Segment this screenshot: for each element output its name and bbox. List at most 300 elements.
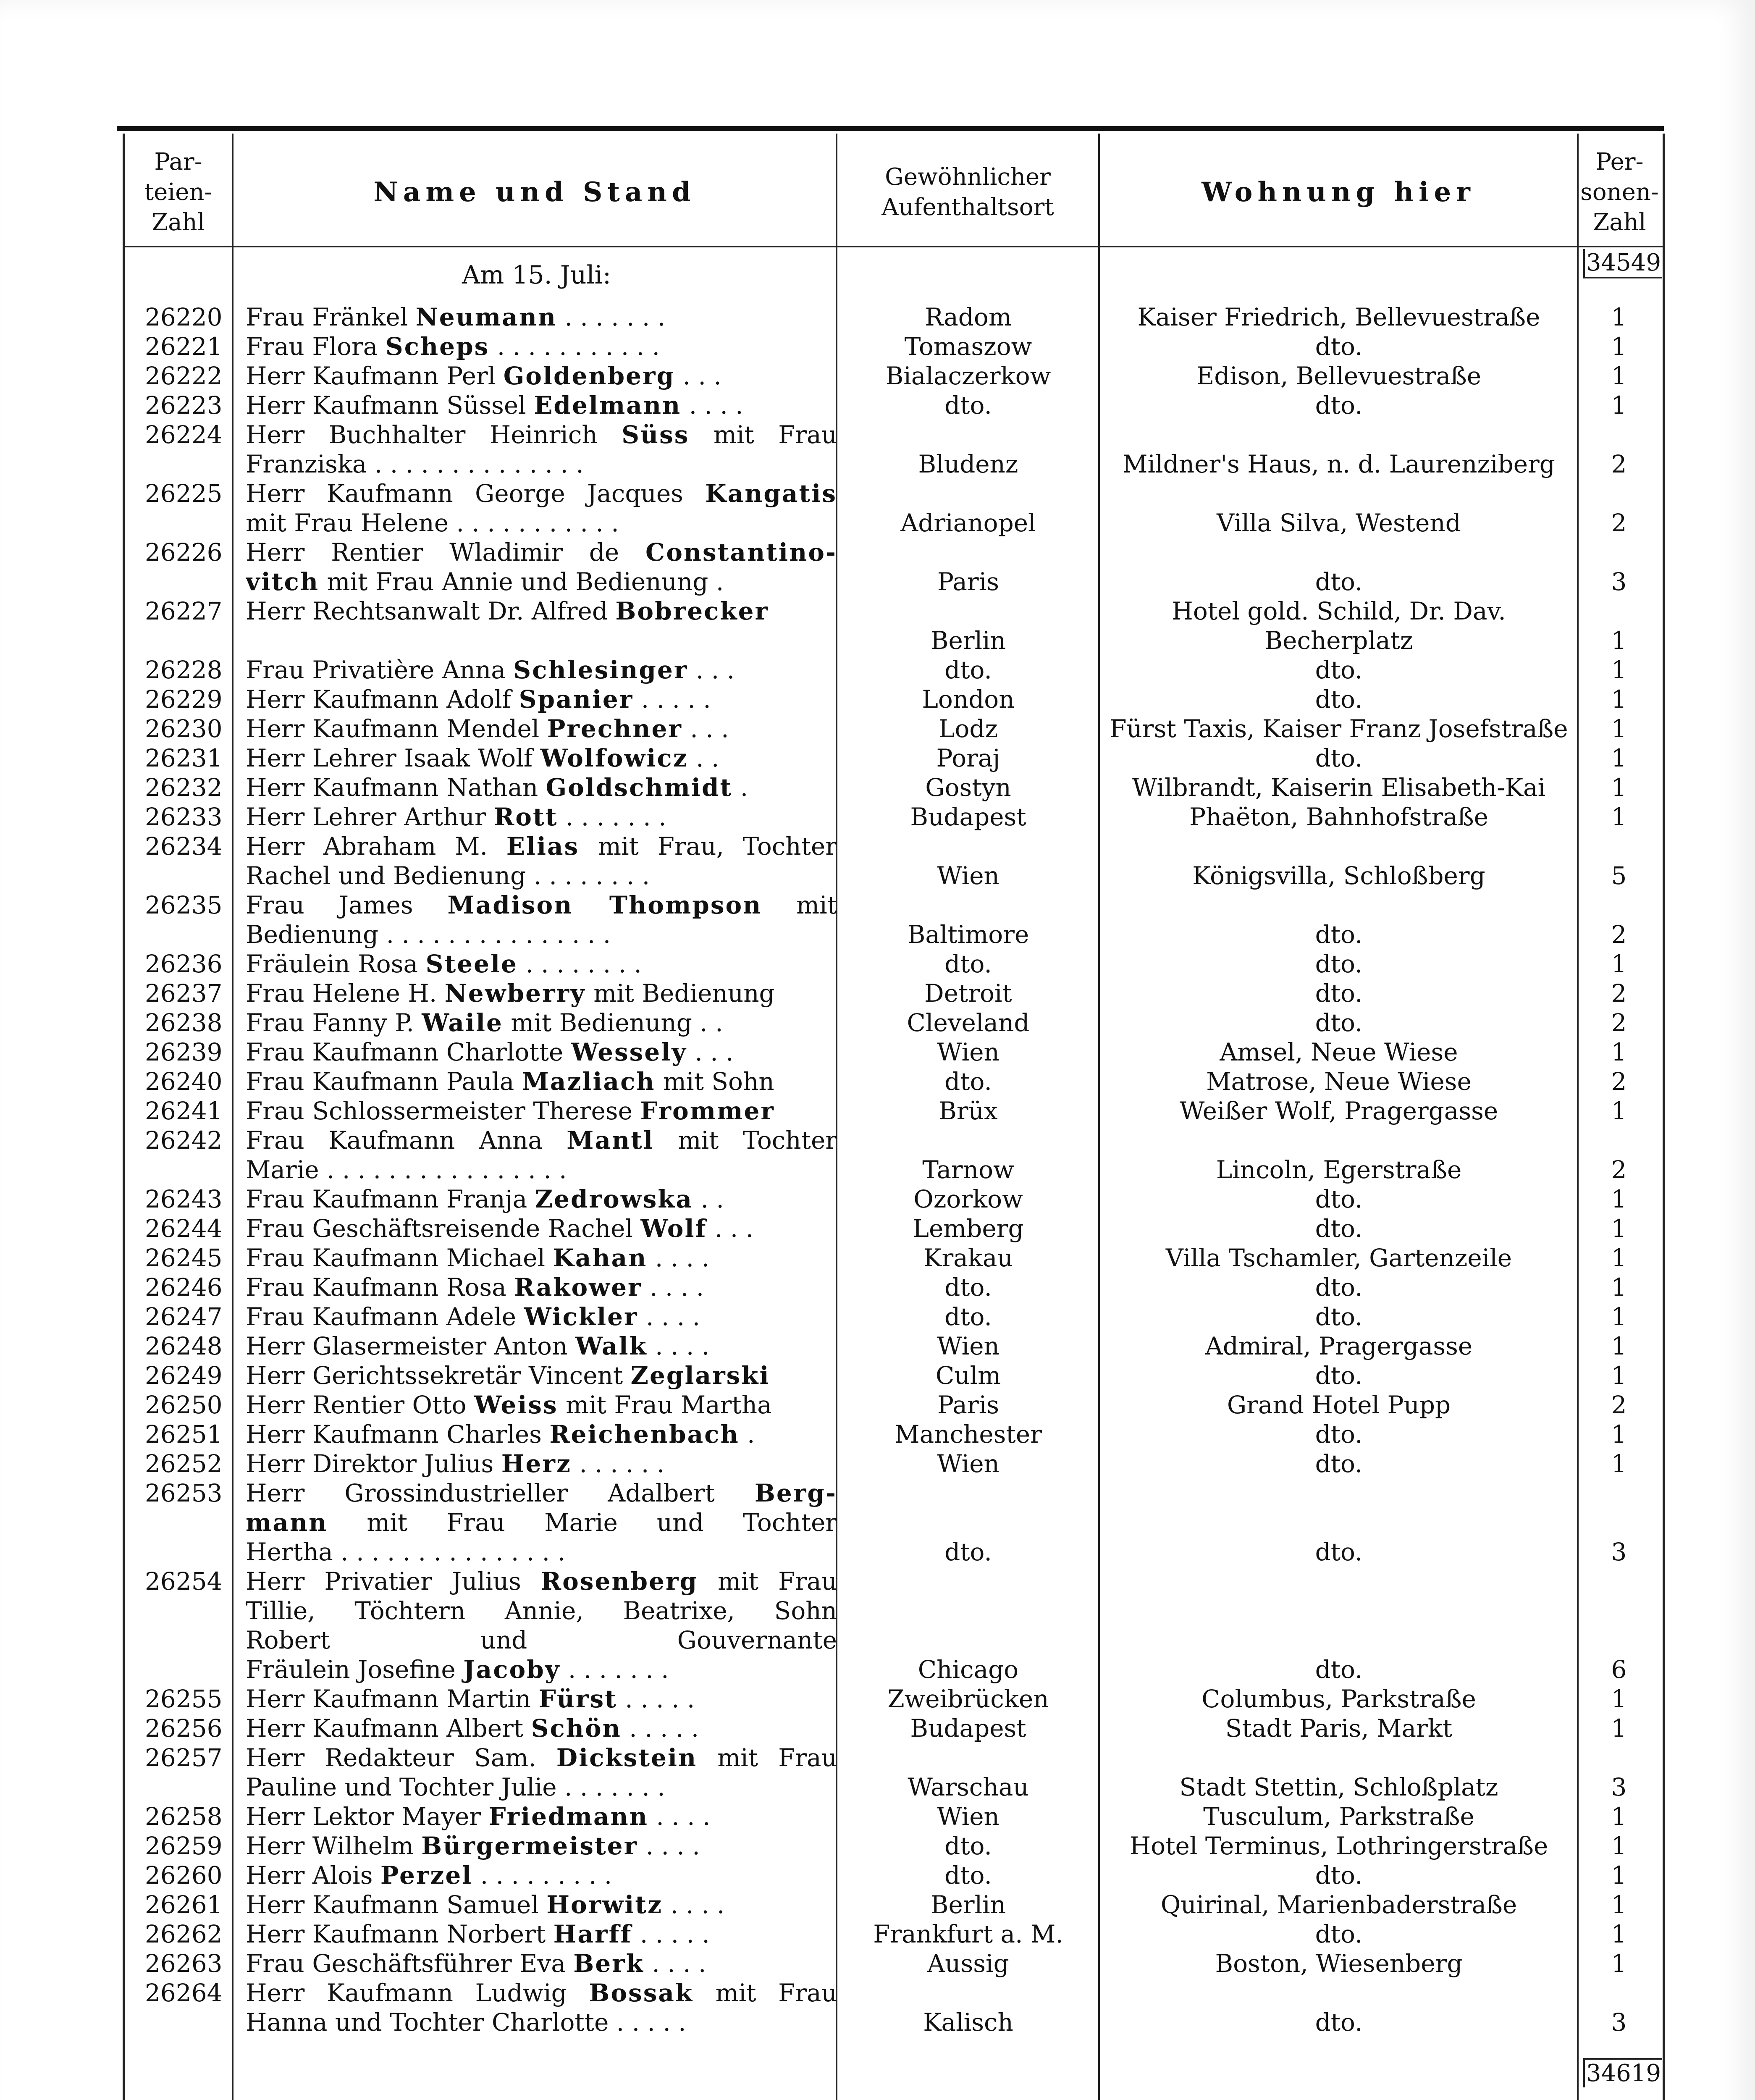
wohnung-cell [1099,1273,1578,1302]
name-und-stand [233,743,837,773]
parteien-number: 26257 [145,1743,223,1772]
parteien-number: 26224 [145,420,223,449]
parteien-number: 26262 [145,1920,223,1948]
name-line [246,832,837,861]
surname: Bobrecker [615,597,769,625]
personen-cell [1578,1890,1660,1919]
wohnung: dto. [1315,1920,1363,1948]
aufenthaltsort: Wien [937,1332,999,1360]
aufenthaltsort-cell [837,1126,1099,1184]
aufenthaltsort-cell [837,1684,1099,1714]
aufenthaltsort: dto. [944,1067,992,1096]
parteien-number: 26255 [145,1685,223,1713]
aufenthaltsort: Budapest [910,1714,1026,1743]
wohnung-cell [1099,1890,1578,1919]
name-text: . . [693,1185,724,1213]
aufenthaltsort: Manchester [895,1420,1042,1449]
name-und-stand [233,1449,837,1478]
personen-zahl: 1 [1611,1861,1627,1890]
parteien-number: 26231 [145,744,223,772]
surname: Berk [573,1949,644,1978]
name-und-stand [233,1302,837,1331]
surname: mann [246,1508,328,1537]
personen-zahl: 1 [1611,1302,1627,1331]
name-text: . . . [682,714,729,743]
table-row [124,391,1661,420]
name-text: . . . . . . . [558,803,666,831]
aufenthaltsort: Adrianopel [900,509,1036,537]
table-row [124,1831,1661,1861]
aufenthaltsort: dto. [944,1273,992,1302]
name-line [246,538,837,567]
aufenthaltsort: Lodz [938,714,998,743]
name-und-stand [233,979,837,1008]
wohnung: dto. [1315,1302,1363,1331]
parteien-number: 26223 [145,391,223,420]
name-text: mit Frau Martha [558,1391,772,1419]
name-und-stand [233,1861,837,1890]
table-row [124,1302,1661,1331]
name-text: . . . . . . . [557,303,666,331]
name-text: . . . . . . . . . [472,1861,612,1890]
name-text: Herr Gerichtssekretär Vincent [246,1361,631,1390]
parteien-number: 26222 [145,362,223,390]
personen-zahl: 1 [1611,1685,1627,1713]
wohnung: dto. [1315,1185,1363,1213]
personen-zahl: 1 [1611,1714,1627,1743]
parteien-number: 26240 [145,1067,223,1096]
wohnung-cell [1099,1684,1578,1714]
name-line [246,979,837,1008]
parteien-number: 26258 [145,1802,223,1831]
surname: Berg- [754,1479,837,1507]
name-text: Herr Glasermeister Anton [246,1332,575,1360]
wohnung-cell [1099,596,1578,655]
aufenthaltsort-cell [837,1243,1099,1273]
aufenthaltsort-cell [837,1096,1099,1126]
parteien-number: 26226 [145,538,223,567]
aufenthaltsort-cell [837,538,1099,596]
aufenthaltsort-cell [837,1919,1099,1949]
name-und-stand [233,420,837,479]
aufenthaltsort: Lemberg [913,1214,1024,1243]
wohnung-cell [1099,302,1578,332]
personen-zahl: 2 [1611,1067,1627,1096]
aufenthaltsort: Chicago [918,1655,1019,1684]
parteien-number: 26220 [145,303,223,331]
surname: Rosenberg [540,1567,698,1596]
name-und-stand [233,596,837,655]
name-text: Herr Kaufmann Perl [246,362,504,390]
name-und-stand [233,332,837,361]
wohnung-cell [1099,1096,1578,1126]
aufenthaltsort-cell [837,949,1099,979]
aufenthaltsort-cell [837,361,1099,391]
parteien-number: 26230 [145,714,223,743]
name-und-stand [233,1919,837,1949]
aufenthaltsort-cell [837,302,1099,332]
name-text: mit Frau [697,1743,837,1772]
name-text: Herr Kaufmann Mendel [246,714,547,743]
aufenthaltsort: Gostyn [925,773,1011,802]
name-text: mit Frau, Tochter [579,832,837,861]
name-line [246,1714,837,1743]
parteien-number: 26245 [145,1244,223,1272]
name-line [246,1949,837,1978]
parteien-number: 26251 [145,1420,223,1449]
wohnung: Weißer Wolf, Pragergasse [1179,1097,1498,1125]
table-row [124,949,1661,979]
surname: Kahan [553,1244,648,1272]
name-text: Frau Kaufmann Rosa [246,1273,514,1302]
personen-zahl: 1 [1611,1244,1627,1272]
parteien-number: 26243 [145,1185,223,1213]
header-wohnung-hier: Wohnung hier [1201,176,1475,208]
name-text: . . . . [648,1802,711,1831]
name-und-stand [233,1567,837,1684]
surname: Neumann [415,303,557,331]
name-und-stand [233,1067,837,1096]
wohnung: Wilbrandt, Kaiserin Elisabeth-Kai [1132,773,1546,802]
wohnung: dto. [1315,567,1363,596]
aufenthaltsort: Tomaszow [904,332,1032,361]
aufenthaltsort: Berlin [930,626,1006,655]
personen-cell [1578,1978,1660,2037]
surname: Jacoby [463,1655,561,1684]
name-line [246,1184,837,1214]
wohnung: dto. [1315,1008,1363,1037]
personen-zahl: 1 [1611,362,1627,390]
name-text: Herr Lektor Mayer [246,1802,489,1831]
wohnung-cell [1099,1449,1578,1478]
parteien-number: 26233 [145,803,223,831]
name-line [246,685,837,714]
surname: Newberry [444,979,586,1008]
surname: Fürst [538,1685,617,1713]
wohnung: dto. [1315,332,1363,361]
name-line [246,1478,837,1508]
wohnung-cell [1099,1420,1578,1449]
parteien-number: 26238 [145,1008,223,1037]
table-row [124,714,1661,743]
aufenthaltsort: Kalisch [923,2008,1013,2037]
wohnung: Kaiser Friedrich, Bellevuestraße [1137,303,1540,331]
personen-zahl: 1 [1611,1890,1627,1919]
name-line [246,449,837,479]
personen-zahl: 1 [1611,391,1627,420]
date-heading: Am 15. Juli: [462,260,611,290]
parteien-number: 26244 [145,1214,223,1243]
surname: Wickler [524,1302,638,1331]
aufenthaltsort-cell [837,1273,1099,1302]
table-row [124,1743,1661,1802]
name-text: Frau Kaufmann Charlotte [246,1038,571,1066]
name-line [246,1126,837,1155]
name-text: . . . [675,362,721,390]
wohnung-cell [1099,1067,1578,1096]
header-personen-zahl: Per- sonen- Zahl [1580,148,1659,236]
header-name-und-stand: Name und Stand [373,176,696,208]
name-text: . . . . [647,1332,710,1360]
name-line [246,508,837,538]
surname: Rakower [514,1273,642,1302]
table-row [124,1567,1661,1684]
aufenthaltsort-cell [837,391,1099,420]
wohnung-cell [1099,773,1578,802]
name-line [246,1537,837,1567]
name-text: Herr Alois [246,1861,380,1890]
name-text: mit Frau Helene . . . . . . . . . . . [246,509,619,537]
surname: Prechner [547,714,682,743]
wohnung: Columbus, Parkstraße [1201,1685,1476,1713]
name-line [246,391,837,420]
wohnung: Königsvilla, Schloßberg [1192,861,1485,890]
wohnung: dto. [1315,2008,1363,2037]
name-text: . . . . [638,1832,700,1860]
personen-zahl: 3 [1611,2008,1627,2037]
name-line [246,1890,837,1919]
aufenthaltsort: Wien [937,861,999,890]
personen-cell [1578,1802,1660,1831]
name-text: Frau Kaufmann Anna [246,1126,567,1155]
name-text: . . . . . . . [560,1655,669,1684]
wohnung: Boston, Wiesenberg [1215,1949,1463,1978]
table-row [124,302,1661,332]
name-und-stand [233,538,837,596]
aufenthaltsort-cell [837,832,1099,890]
personen-zahl: 1 [1611,1832,1627,1860]
aufenthaltsort: dto. [944,391,992,420]
aufenthaltsort-cell [837,1831,1099,1861]
aufenthaltsort-cell [837,1449,1099,1478]
personen-zahl: 3 [1611,1538,1627,1566]
aufenthaltsort-cell [837,1037,1099,1067]
wohnung: dto. [1315,1655,1363,1684]
personen-cell [1578,1126,1660,1184]
wohnung: dto. [1315,744,1363,772]
wohnung-cell [1099,890,1578,949]
aufenthaltsort: Wien [937,1802,999,1831]
header-rule [123,246,1663,247]
aufenthaltsort-cell [837,332,1099,361]
aufenthaltsort: Radom [925,303,1012,331]
personen-zahl: 1 [1611,332,1627,361]
name-text: Hertha . . . . . . . . . . . . . . . [246,1538,565,1566]
personen-cell [1578,1037,1660,1067]
wohnung: dto. [1315,1538,1363,1566]
name-text: Frau Geschäftsführer Eva [246,1949,574,1978]
name-line [246,861,837,890]
name-line [246,1302,837,1331]
carried-total: 34549 [1583,249,1662,278]
table-row [124,420,1661,479]
surname: Goldenberg [503,362,675,390]
personen-cell [1578,1184,1660,1214]
personen-zahl: 6 [1611,1655,1627,1684]
name-text: Herr Rechtsanwalt Dr. Alfred [246,597,616,625]
surname: Friedmann [488,1802,648,1831]
wohnung-cell [1099,802,1578,832]
surname: Wolfowicz [540,744,688,772]
personen-cell [1578,1743,1660,1802]
name-line [246,1831,837,1861]
wohnung-cell [1099,1802,1578,1831]
name-line [246,1243,837,1273]
surname: Goldschmidt [546,773,733,802]
name-text: Herr Kaufmann Nathan [246,773,546,802]
wohnung: dto. [1315,920,1363,949]
name-line [246,1331,837,1361]
parteien-number: 26252 [145,1449,223,1478]
aufenthaltsort-cell [837,655,1099,685]
aufenthaltsort-cell [837,596,1099,655]
name-line [246,1567,837,1596]
personen-zahl: 1 [1611,626,1627,655]
surname: Zeglarski [630,1361,770,1390]
name-text: Frau Geschäftsreisende Rachel [246,1214,641,1243]
personen-cell [1578,302,1660,332]
surname: Perzel [380,1861,473,1890]
name-line [246,655,837,685]
top-rule [117,126,1664,131]
name-line [246,890,837,920]
name-text: . . . . [638,1302,700,1331]
surname: vitch [246,567,320,596]
aufenthaltsort: Wien [937,1038,999,1066]
name-und-stand [233,1096,837,1126]
personen-zahl: 2 [1611,1155,1627,1184]
name-text: mit Bedienung [585,979,775,1008]
personen-zahl: 1 [1611,714,1627,743]
name-text: . . . . . [632,1920,710,1948]
parteien-number: 26263 [145,1949,223,1978]
name-text: mit Sohn [655,1067,774,1096]
wohnung: dto. [1315,391,1363,420]
aufenthaltsort-cell [837,802,1099,832]
personen-cell [1578,538,1660,596]
wohnung-cell [1099,1008,1578,1037]
name-text: Rachel und Bedienung . . . . . . . . [246,861,650,890]
surname: Wessely [571,1038,687,1066]
name-und-stand [233,1331,837,1361]
personen-cell [1578,743,1660,773]
wohnung-cell [1099,685,1578,714]
personen-zahl: 2 [1611,450,1627,478]
wohnung-cell [1099,1243,1578,1273]
name-line [246,1655,837,1684]
name-text: . . . . . . . . . . . [489,332,660,361]
aufenthaltsort-cell [837,1214,1099,1243]
personen-cell [1578,1361,1660,1390]
name-text: Herr Direktor Julius [246,1449,501,1478]
name-text: Franziska . . . . . . . . . . . . . . [246,450,584,478]
name-text: Herr Abraham M. [246,832,506,861]
wohnung-cell [1099,479,1578,538]
name-und-stand [233,1478,837,1567]
personen-cell [1578,420,1660,479]
table-row [124,596,1661,655]
wohnung: Quirinal, Marienbaderstraße [1160,1890,1517,1919]
name-und-stand [233,1949,837,1978]
aufenthaltsort-cell [837,1390,1099,1420]
personen-zahl: 1 [1611,1214,1627,1243]
aufenthaltsort: Bialaczerkow [885,362,1051,390]
aufenthaltsort-cell [837,1567,1099,1684]
table-row [124,1978,1661,2037]
name-text: Herr Kaufmann Ludwig [246,1979,589,2007]
personen-cell [1578,655,1660,685]
parteien-number: 26259 [145,1832,223,1860]
surname: Elias [506,832,580,861]
name-text: . . . . [662,1890,725,1919]
table-row [124,890,1661,949]
name-line [246,1008,837,1037]
table-row [124,832,1661,890]
parteien-number: 26234 [145,832,223,861]
parteien-number: 26239 [145,1038,223,1066]
parteien-number: 26221 [145,332,223,361]
wohnung: Fürst Taxis, Kaiser Franz Josefstraße [1110,714,1568,743]
wohnung: Stadt Paris, Markt [1225,1714,1453,1743]
parteien-number: 26237 [145,979,223,1008]
table-row [124,1214,1661,1243]
wohnung-cell [1099,1831,1578,1861]
name-line [246,1214,837,1243]
name-text: Frau Kaufmann Franja [246,1185,535,1213]
wohnung-cell [1099,1214,1578,1243]
personen-zahl: 1 [1611,950,1627,978]
name-text: . . . . . [621,1714,699,1743]
table-row [124,1008,1661,1037]
wohnung: Stadt Stettin, Schloßplatz [1179,1773,1498,1801]
name-line [246,1155,837,1184]
name-line [246,1978,837,2008]
name-text: . . . [688,656,735,684]
aufenthaltsort: Baltimore [907,920,1029,949]
personen-zahl: 1 [1611,1802,1627,1831]
name-und-stand [233,1890,837,1919]
name-text: Herr Grossindustrieller Adalbert [246,1479,755,1507]
parteien-number: 26229 [145,685,223,714]
table-row [124,773,1661,802]
wohnung: Edison, Bellevuestraße [1196,362,1482,390]
wohnung: Amsel, Neue Wiese [1220,1038,1458,1066]
name-text: Herr Kaufmann Adolf [246,685,519,714]
wohnung-cell [1099,391,1578,420]
name-line [246,2008,837,2037]
personen-cell [1578,1831,1660,1861]
personen-cell [1578,1567,1660,1684]
parteien-number: 26236 [145,950,223,978]
aufenthaltsort: Krakau [923,1244,1013,1272]
personen-zahl: 1 [1611,773,1627,802]
surname: Rott [494,803,558,831]
surname: Mazliach [522,1067,656,1096]
name-und-stand [233,1008,837,1037]
name-text: Hanna und Tochter Charlotte . . . . . [246,2008,686,2037]
parteien-number: 26247 [145,1302,223,1331]
name-text: Tillie, Töchtern Annie, Beatrixe, Sohn [246,1596,837,1625]
name-und-stand [233,1684,837,1714]
surname: Süss [622,420,690,449]
personen-cell [1578,1478,1660,1567]
personen-cell [1578,1714,1660,1743]
wohnung-cell [1099,949,1578,979]
aufenthaltsort: Paris [937,1391,999,1419]
personen-cell [1578,832,1660,890]
name-text: . [732,773,748,802]
surname: Bürgermeister [421,1832,638,1860]
